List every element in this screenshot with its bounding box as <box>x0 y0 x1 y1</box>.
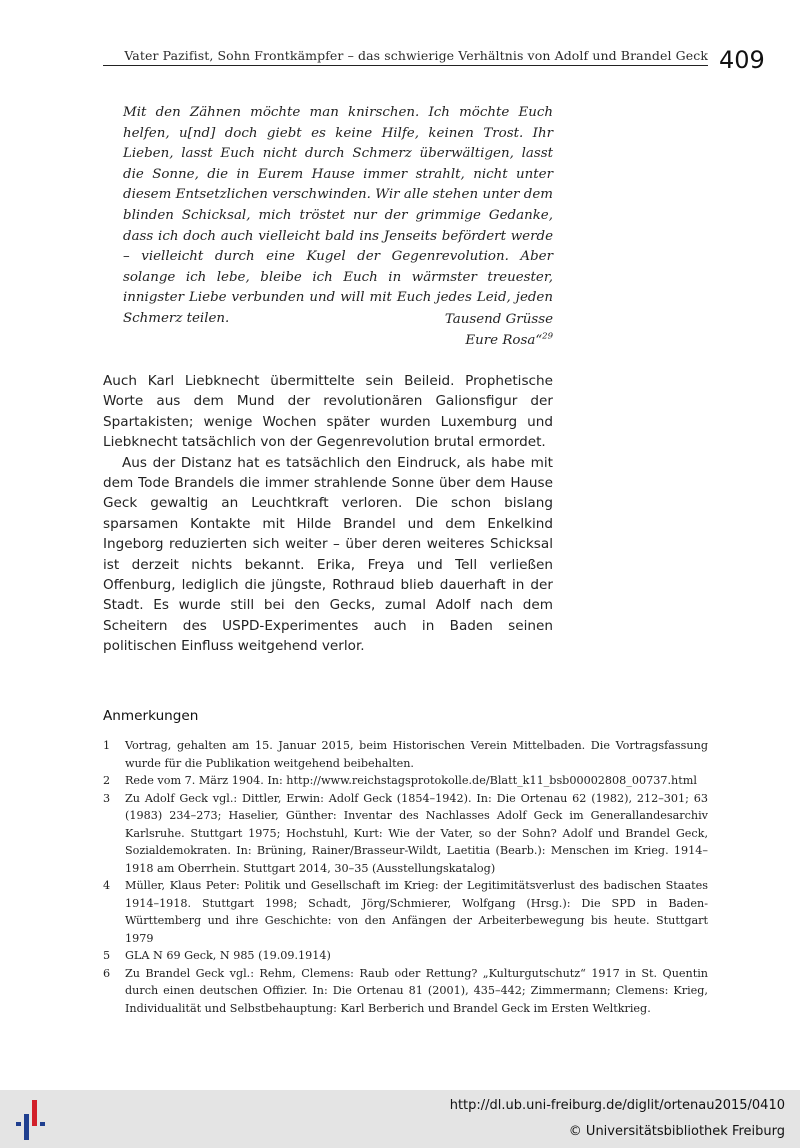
closing-signature: Eure Rosa“ <box>465 332 543 348</box>
notes-heading: Anmerkungen <box>103 708 199 724</box>
library-footer <box>0 1090 800 1148</box>
note-number: 3 <box>103 791 111 805</box>
quote-text: Mit den Zähnen möchte man knirschen. Ich möchte Euch helfen, u[nd] doch giebt es keine Hilfe, keinen Trost. Ihr Lieben, lasst Euch nicht durch Schmerz überwältigen, lasst die Sonne, die in Eurem Hause immer strahlt, nicht unter diesem Entsetzlichen verschwinden. Wir alle stehen unter dem blinden Schicksal, mich tröstet nur der grimmige Gedanke, dass ich doch auch vielleicht bald ins Jenseits befördert werde – vielleicht durch eine Kugel der Gegenrevolution. Aber solange ich lebe, bleibe ich Euch in wärmster treuester, innigster Liebe verbunden und will mit Euch jedes Leid, jeden Schmerz teilen. <box>123 105 553 326</box>
note-item <box>103 737 708 772</box>
note-item <box>103 772 708 790</box>
closing-line-1: Tausend Grüsse <box>444 312 553 327</box>
quote-closing <box>123 310 553 351</box>
note-number: 1 <box>103 739 111 752</box>
page-number: 409 <box>719 46 765 74</box>
note-text: Vortrag, gehalten am 15. Januar 2015, beim Historischen Verein Mittelbaden. Die Vortragsfassung wurde für die Publikation weitgehend beibehalten. <box>125 739 708 770</box>
body-paragraph-1: Auch Karl Liebknecht übermittelte sein Beileid. Prophetische Worte aus dem Mund der revolutionären Galionsfigur der Spartakisten; wenige Wochen später wurden Luxemburg und Liebknecht tatsächlich von der Gegenrevolution brutal ermordet. <box>103 373 553 451</box>
copyright-notice: © Universitätsbibliothek Freiburg <box>568 1124 785 1139</box>
notes-list <box>103 737 708 1017</box>
note-text: Müller, Klaus Peter: Politik und Gesellschaft im Krieg: der Legitimitätsverlust des badischen Staates 1914–1918. Stuttgart 1998; Schadt, Jörg/Schmierer, Wolfgang (Hrsg.): Die SPD in Baden-Württemberg und ihre Geschichte: von den Anfängen der Arbeiterbewegung bis heute. Stuttgart 1979 <box>125 879 708 945</box>
block-quote <box>123 103 553 330</box>
note-text: Zu Adolf Geck vgl.: Dittler, Erwin: Adolf Geck (1854–1942). In: Die Ortenau 62 (1982), 212–301; 63 (1983) 234–273; Haselier, Günther: Inventar des Nachlasses Adolf Geck im Generallandesarchiv Karlsruhe. Stuttgart 1975; Hochstuhl, Kurt: Wie der Vater, so der Sohn? Adolf und Brandel Geck, Sozialdemokraten. In: Brüning, Rainer/Brasseur-Wildt, Laetitia (Bearb.): Menschen im Krieg. 1914–1918 am Oberrhein. Stuttgart 2014, 30–35 (Ausstellungskatalog) <box>125 791 708 875</box>
closing-line-2 <box>123 331 553 352</box>
note-text: GLA N 69 Geck, N 985 (19.09.1914) <box>125 949 331 962</box>
body-paragraph-2: Aus der Distanz hat es tatsächlich den Eindruck, als habe mit dem Tode Brandels die immer strahlende Sonne über dem Hause Geck gewaltig an Leuchtkraft verloren. Die schon bislang sparsamen Kontakte mit Hilde Brandel und dem Enkelkind Ingeborg reduzierten sich weiter – über deren weiteres Schicksal ist derzeit nichts bekannt. Erika, Freya und Tell verließen Offenburg, lediglich die jüngste, Rothraud blieb dauerhaft in der Stadt. Es wurde still bei den Gecks, zumal Adolf nach dem Scheitern des USPD-Experimentes auch in Baden seinen politischen Einfluss weitgehend verlor. <box>103 454 553 655</box>
note-item <box>103 947 708 965</box>
note-text[interactable]: Rede vom 7. März 1904. In: http://www.reichstagsprotokolle.de/Blatt_k11_bsb00002808_00737.html <box>125 774 697 787</box>
document-url-link[interactable]: http://dl.ub.uni-freiburg.de/diglit/ortenau2015/0410 <box>449 1098 785 1113</box>
note-item <box>103 790 708 878</box>
footnote-reference[interactable]: 29 <box>542 331 553 342</box>
note-item <box>103 965 708 1018</box>
note-text: Zu Brandel Geck vgl.: Rehm, Clemens: Raub oder Rettung? „Kulturgutschutz“ 1917 in St. Quentin durch einen deutschen Offizier. In: Die Ortenau 81 (2001), 435–442; Zimmermann; Clemens: Krieg, Individualität und Selbstbehauptung: Karl Berberich und Brandel Geck im Ersten Weltkrieg. <box>125 966 708 1015</box>
note-number: 6 <box>103 966 111 980</box>
running-header: Vater Pazifist, Sohn Frontkämpfer – das schwierige Verhältnis von Adolf und Brandel Geck <box>103 48 708 66</box>
body-text <box>103 371 553 657</box>
university-library-logo-icon <box>15 1098 49 1140</box>
note-number: 5 <box>103 949 111 962</box>
note-number: 4 <box>103 879 111 892</box>
note-number: 2 <box>103 774 111 787</box>
note-item <box>103 877 708 947</box>
